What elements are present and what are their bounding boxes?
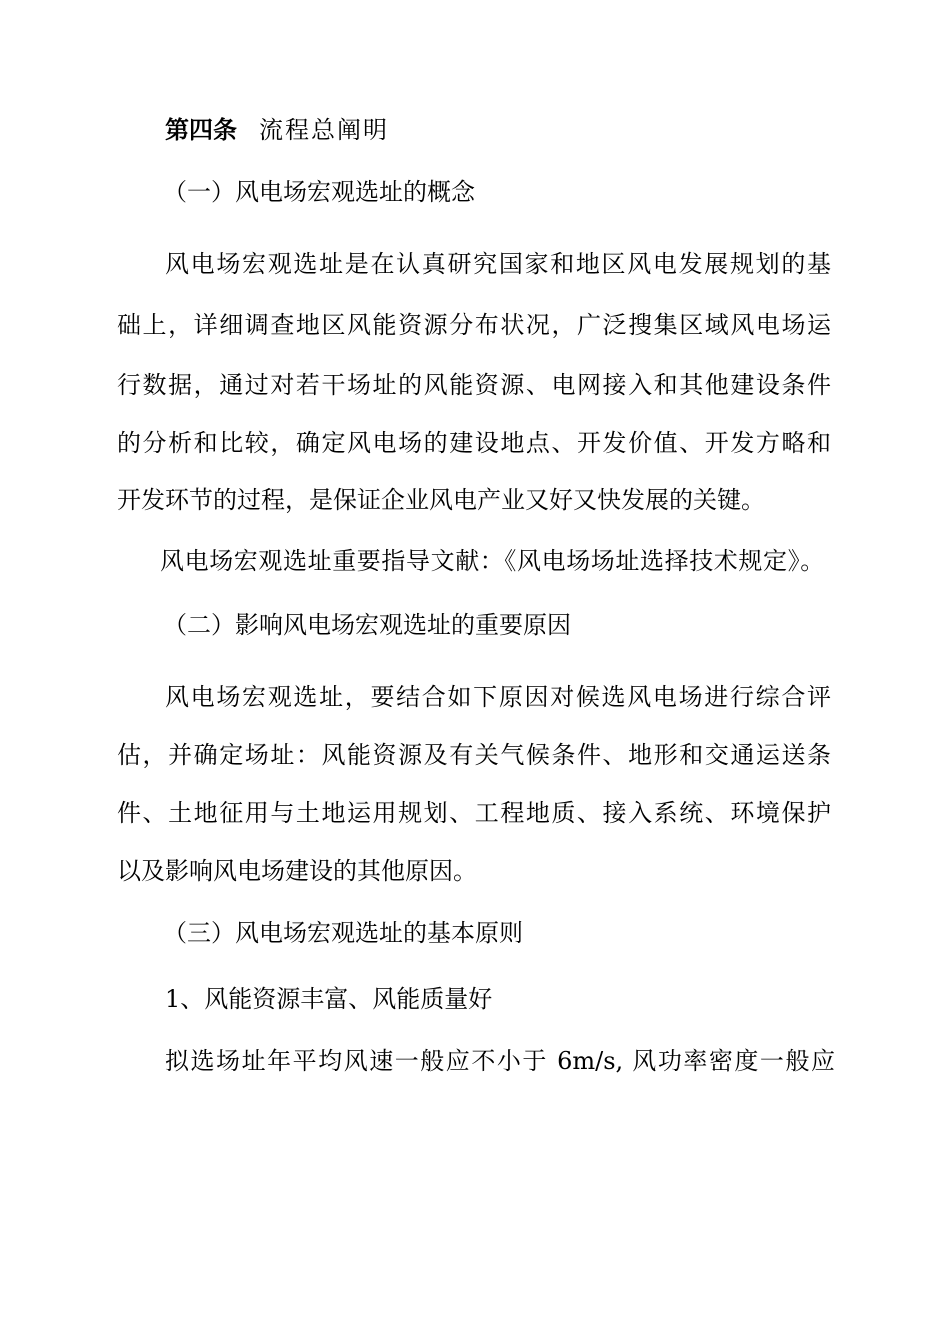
article-heading bbox=[165, 114, 389, 146]
section1-paragraph-line: 开发环节的过程，是保证企业风电产业又好又快发展的关键。 bbox=[117, 486, 765, 514]
article-number: 第四条 bbox=[165, 116, 237, 144]
item1-title: 1、风能资源丰富、风能质量好 bbox=[165, 985, 493, 1013]
section1-heading: （一）风电场宏观选址的概念 bbox=[163, 178, 475, 206]
section1-paragraph-line: 的分析和比较，确定风电场的建设地点、开发价值、开发方略和 bbox=[117, 429, 831, 457]
item1-line: 拟选场址年平均风速一般应不小于 6m/s, 风功率密度一般应 bbox=[165, 1047, 835, 1075]
section2-paragraph-line: 估，并确定场址：风能资源及有关气候条件、地形和交通运送条 bbox=[117, 741, 831, 769]
section1-paragraph-line: 础上，详细调查地区风能资源分布状况，广泛搜集区域风电场运 bbox=[117, 311, 831, 339]
section1-paragraph-line: 风电场宏观选址是在认真研究国家和地区风电发展规划的基 bbox=[165, 250, 831, 278]
section2-paragraph-line: 以及影响风电场建设的其他原因。 bbox=[117, 857, 477, 885]
guidance-line: 风电场宏观选址重要指导文献：《风电场场址选择技术规定》。 bbox=[160, 547, 825, 575]
section2-heading: （二）影响风电场宏观选址的重要原因 bbox=[163, 611, 571, 639]
section2-paragraph-line: 风电场宏观选址，要结合如下原因对候选风电场进行综合评 bbox=[165, 683, 831, 711]
section2-paragraph-line: 件、土地征用与土地运用规划、工程地质、接入系统、环境保护 bbox=[117, 799, 831, 827]
section3-heading: （三）风电场宏观选址的基本原则 bbox=[163, 919, 523, 947]
article-title: 流程总阐明 bbox=[259, 116, 389, 144]
section1-paragraph-line: 行数据，通过对若干场址的风能资源、电网接入和其他建设条件 bbox=[117, 371, 831, 399]
